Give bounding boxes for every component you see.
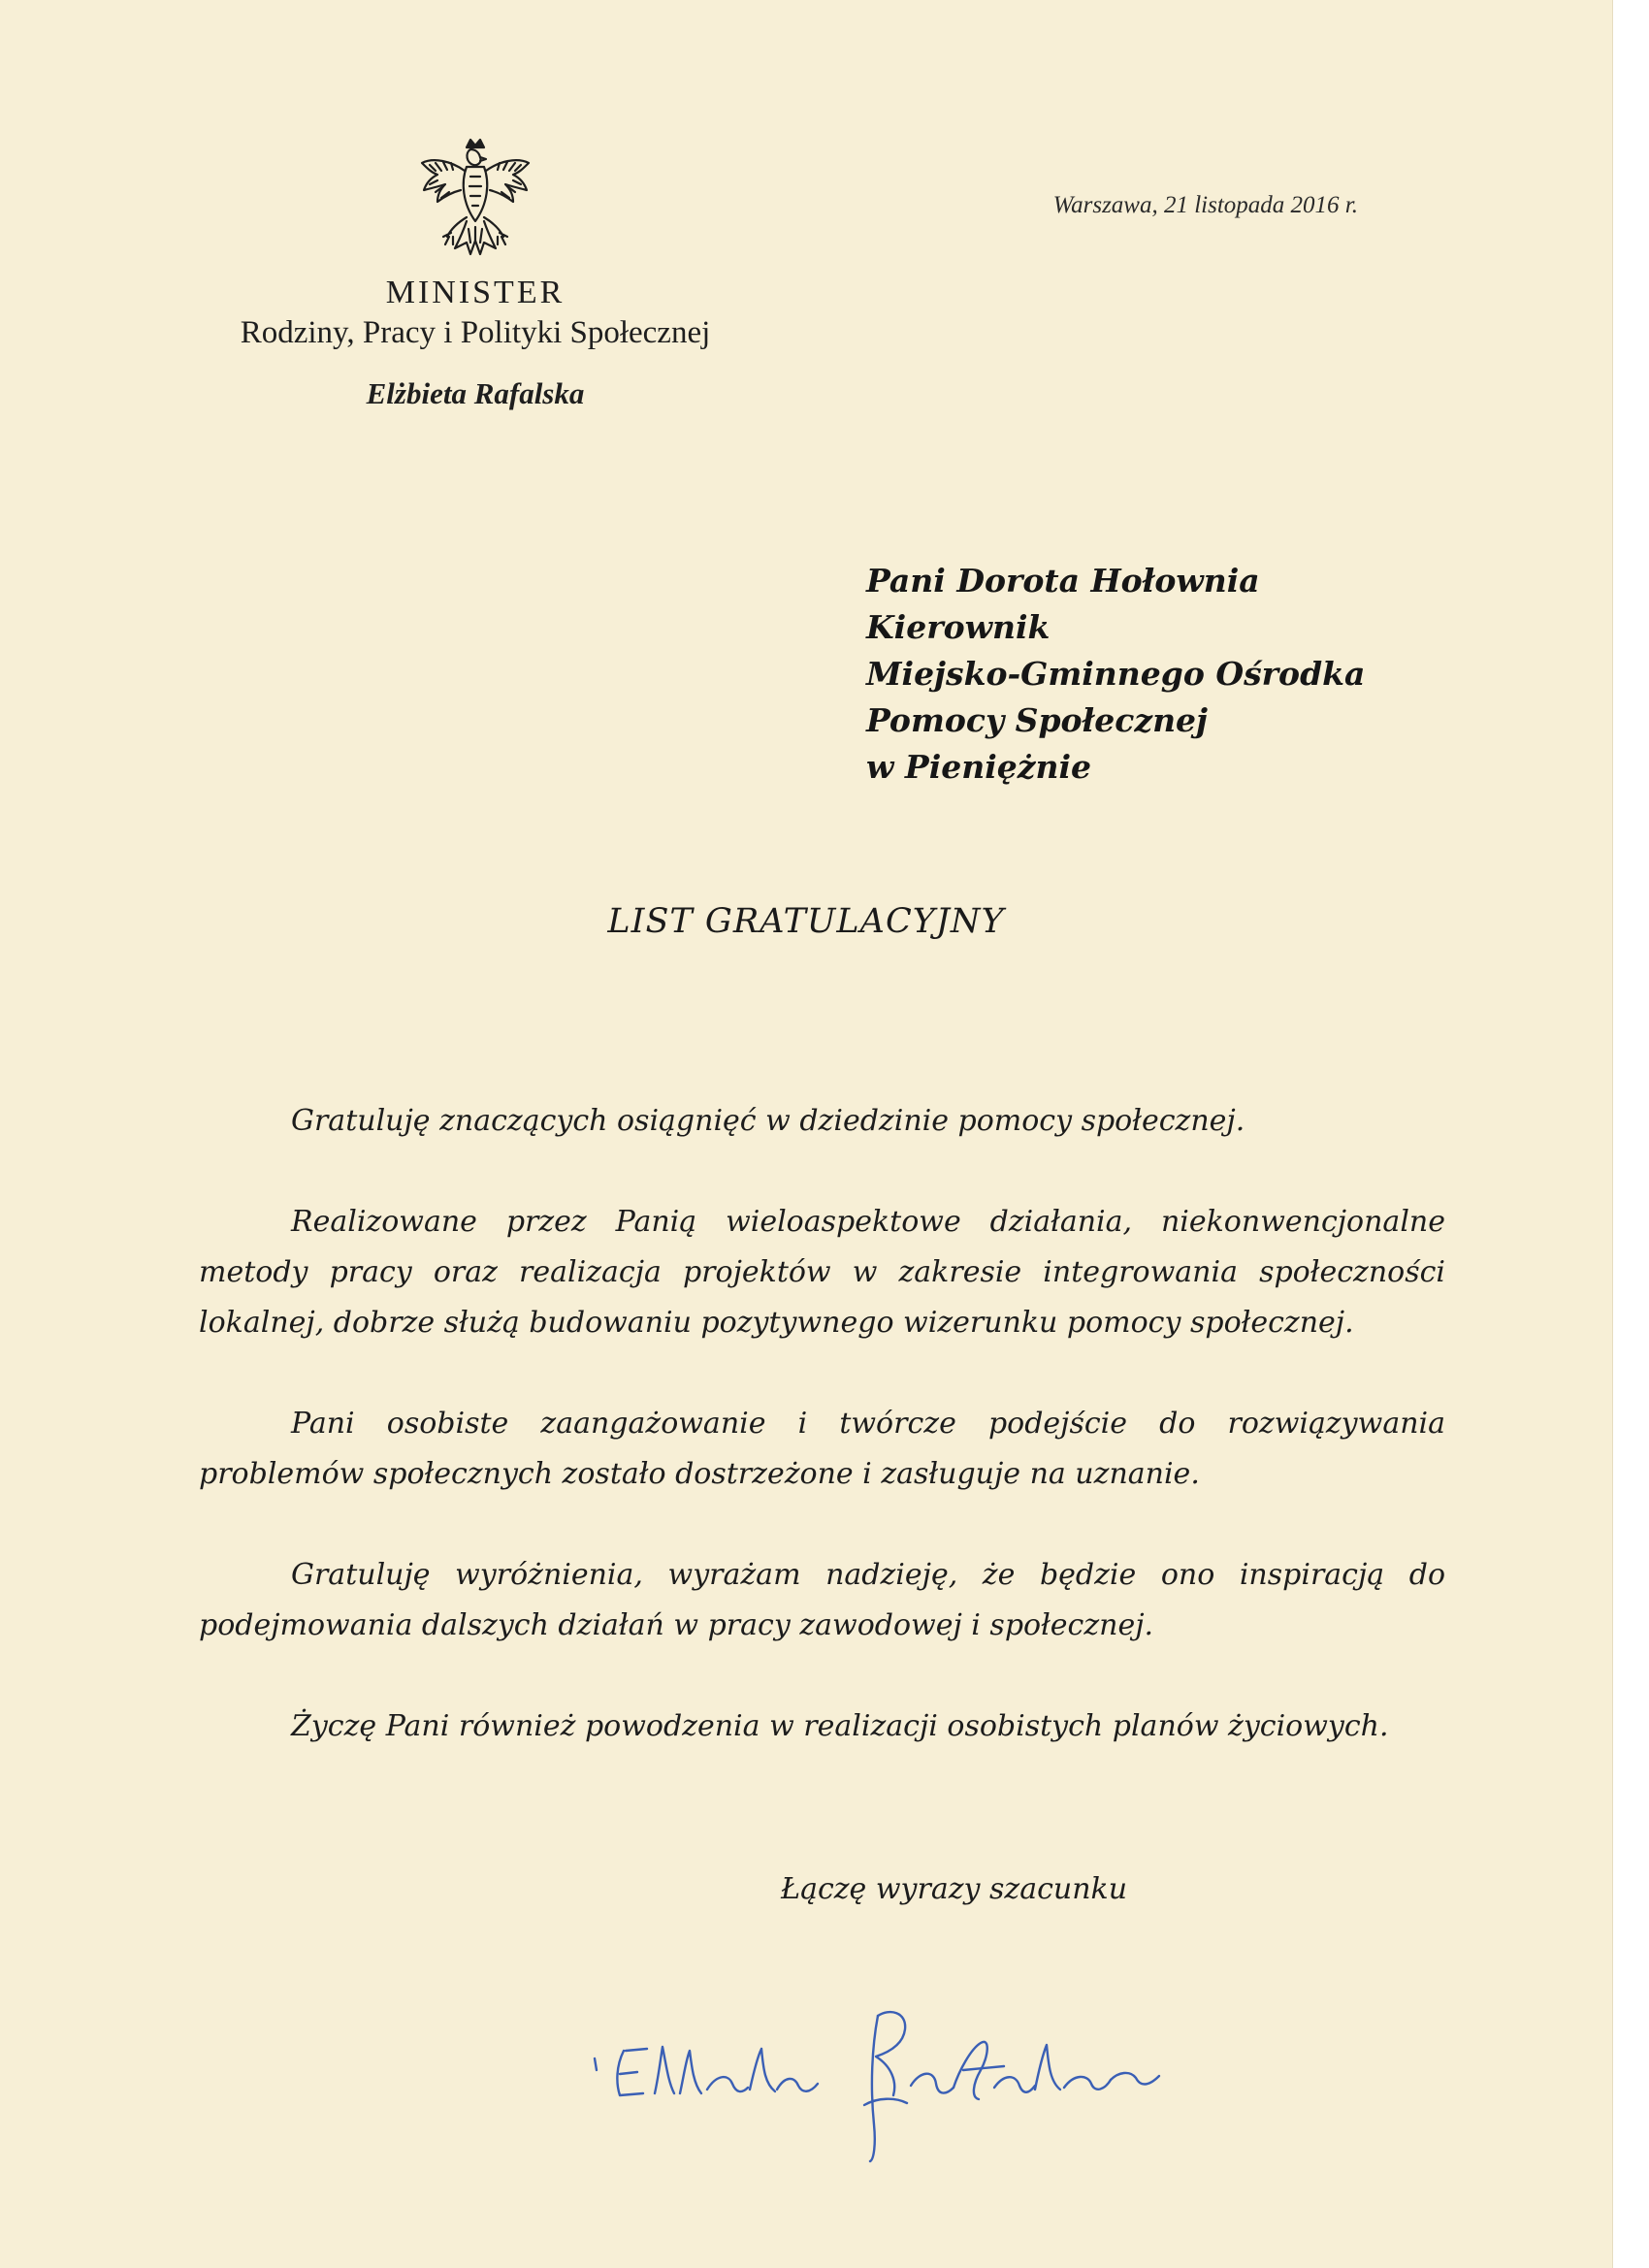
letter-date: Warszawa, 21 listopada 2016 r. xyxy=(1052,192,1358,218)
document-title: LIST GRATULACYJNY xyxy=(607,902,1005,941)
minister-name: Elżbieta Rafalska xyxy=(366,376,585,410)
closing-phrase: Łączę wyrazy szacunku xyxy=(781,1872,1128,1906)
paragraph-3: Pani osobiste zaangażowanie i twórcze podejście do rozwiązywania problemów społecznych zostało dostrzeżone i zasługuje na uznanie. xyxy=(199,1407,1445,1491)
paragraph-2: Realizowane przez Panią wieloaspektowe działania, niekonwencjonalne metody pracy oraz realizacja projektów w zakresie integrowania społeczności lokalnej, dobrze służą budowaniu pozytywnego wizerunku pomocy społecznej. xyxy=(199,1205,1445,1340)
ministry-header xyxy=(175,274,776,413)
recipient-address xyxy=(866,558,1365,791)
recipient-institution-line1: Miejsko-Gminnego Ośrodka xyxy=(866,655,1366,693)
minister-label: MINISTER xyxy=(385,275,566,310)
paragraph-5: Życzę Pani również powodzenia w realizacji osobistych planów życiowych. xyxy=(291,1709,1389,1743)
ministry-name: Rodziny, Pracy i Polityki Społecznej xyxy=(240,315,711,350)
polish-eagle-emblem-icon xyxy=(412,136,538,272)
handwritten-signature xyxy=(587,1969,1285,2163)
paragraph-1: Gratuluję znaczących osiągnięć w dziedzinie pomocy społecznej. xyxy=(291,1104,1245,1138)
recipient-location: w Pieniężnie xyxy=(866,748,1092,786)
paragraph-4: Gratuluję wyróżnienia, wyrażam nadzieję, że będzie ono inspiracją do podejmowania dalszych działań w pracy zawodowej i społecznej. xyxy=(199,1558,1445,1642)
recipient-name: Pani Dorota Hołownia xyxy=(866,562,1260,599)
recipient-position: Kierownik xyxy=(866,608,1051,646)
letter-body xyxy=(199,1096,1445,1802)
recipient-institution-line2: Pomocy Społecznej xyxy=(866,701,1208,739)
